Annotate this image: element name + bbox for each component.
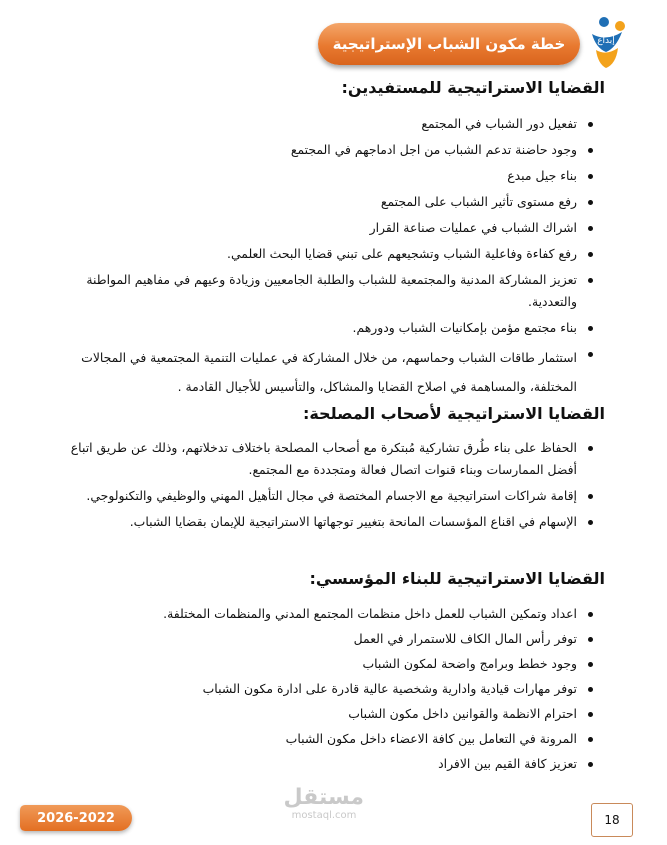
list-item: تعزيز المشاركة المدنية والمجتمعية للشباب والطلبة الجامعيين وزيادة وعيهم في مفاهيم المواطنة والتعددية. (38, 269, 595, 313)
watermark-arabic: مستقل (283, 785, 364, 810)
list-item: رفع مستوى تأثير الشباب على المجتمع (38, 191, 595, 213)
list-item: استثمار طاقات الشباب وحماسهم، من خلال المشاركة في عمليات التنمية المجتمعية في المجالات المختلفة، والمساهمة في اصلاح القضايا والمشاكل، والتأسيس للأجيال القادمة . (38, 343, 595, 401)
list-item: إقامة شراكات استراتيجية مع الاجسام المختصة في مجال التأهيل المهني والوظيفي والتكنولوجي. (38, 485, 595, 507)
list-item: بناء جيل مبدع (38, 165, 595, 187)
list-item: الإسهام في اقناع المؤسسات المانحة بتغيير توجهاتها الاستراتيجية للإيمان بقضايا الشباب. (38, 511, 595, 533)
list-item: بناء مجتمع مؤمن بإمكانيات الشباب ودورهم. (38, 317, 595, 339)
list-item: توفر مهارات قيادية وادارية وشخصية عالية قادرة على ادارة مكون الشباب (38, 678, 595, 700)
watermark-english: mostaql.com (291, 810, 357, 821)
page-number-box (591, 803, 633, 837)
title-banner (318, 23, 580, 65)
stakeholders-list (38, 437, 595, 537)
section-heading-stakeholders: القضايا الاستراتيجية لأصحاب المصلحة: (302, 404, 605, 423)
list-item: وجود حاضنة تدعم الشباب من اجل ادماجهم في المجتمع (38, 139, 595, 161)
list-item: توفر رأس المال الكاف للاستمرار في العمل (38, 628, 595, 650)
beneficiaries-list (38, 113, 595, 401)
list-item: اعداد وتمكين الشباب للعمل داخل منظمات المجتمع المدني والمنظمات المختلفة. (38, 603, 595, 625)
list-item: وجود خطط وبرامج واضحة لمكون الشباب (38, 653, 595, 675)
section-heading-beneficiaries: القضايا الاستراتيجية للمستفيدين: (341, 78, 605, 97)
section-heading-institutional: القضايا الاستراتيجية للبناء المؤسسي: (309, 569, 605, 588)
plan-years: 2026-2022 (37, 810, 115, 826)
page-number: 18 (604, 813, 620, 827)
list-item: رفع كفاءة وفاعلية الشباب وتشجيعهم على تبني قضايا البحث العلمي. (38, 243, 595, 265)
ibdaa-logo (582, 12, 630, 72)
list-item: الحفاظ على بناء طُرق تشاركية مُبتكرة مع أصحاب المصلحة باختلاف تدخلاتهم، وذلك عن طريق اتباع أفضل الممارسات وبناء قنوات اتصال فعالة ومتجددة مع المجتمع. (38, 437, 595, 481)
institutional-list (38, 603, 595, 778)
list-item: تفعيل دور الشباب في المجتمع (38, 113, 595, 135)
plan-years-badge (20, 805, 132, 831)
banner-title: خطة مكون الشباب الإستراتيجية (332, 35, 566, 53)
list-item: احترام الانظمة والقوانين داخل مكون الشباب (38, 703, 595, 725)
svg-text:إبداع: إبداع (597, 36, 615, 46)
list-item: اشراك الشباب في عمليات صناعة القرار (38, 217, 595, 239)
list-item: تعزيز كافة القيم بين الافراد (38, 753, 595, 775)
mostaql-watermark (284, 786, 364, 822)
list-item: المرونة في التعامل بين كافة الاعضاء داخل مكون الشباب (38, 728, 595, 750)
